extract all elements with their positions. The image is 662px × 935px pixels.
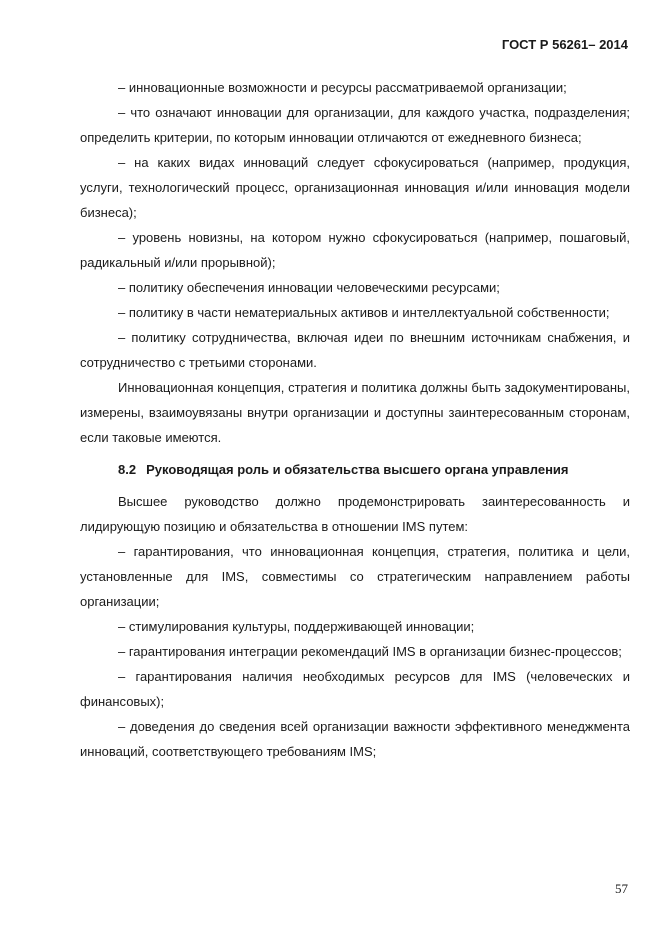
list-item: – политику в части нематериальных активов и интеллектуальной собственности; xyxy=(118,305,610,320)
page-body xyxy=(80,75,630,764)
document-header: ГОСТ Р 56261– 2014 xyxy=(501,37,628,52)
section-number: 8.2 xyxy=(118,462,137,477)
section-heading xyxy=(80,457,630,482)
list-item: – политику обеспечения инновации человеческими ресурсами; xyxy=(118,280,500,295)
body-paragraph: Высшее руководство должно продемонстрировать заинтересованность и лидирующую позицию и обязательства в отношении IMS путем: xyxy=(80,494,630,534)
list-item: – стимулирования культуры, поддерживающей инновации; xyxy=(118,619,475,634)
list-item: – инновационные возможности и ресурсы рассматриваемой организации; xyxy=(118,80,567,95)
list-item: – на каких видах инноваций следует сфокусироваться (например, продукция, услуги, технологический процесс, организационная инновация и/или инновация модели бизнеса); xyxy=(80,155,630,220)
list-item: – доведения до сведения всей организации важности эффективного менеджмента инноваций, соответствующего требованиям IMS; xyxy=(80,719,630,759)
list-item: – что означают инновации для организации, для каждого участка, подразделения; определить критерии, по которым инновации отличаются от ежедневного бизнеса; xyxy=(80,105,630,145)
list-item: – гарантирования интеграции рекомендаций IMS в организации бизнес-процессов; xyxy=(118,644,622,659)
page-number: 57 xyxy=(615,881,628,896)
list-item: – политику сотрудничества, включая идеи по внешним источникам снабжения, и сотрудничество с третьими сторонами. xyxy=(80,330,630,370)
list-item: – уровень новизны, на котором нужно сфокусироваться (например, пошаговый, радикальный и/или прорывной); xyxy=(80,230,630,270)
list-item: – гарантирования, что инновационная концепция, стратегия, политика и цели, установленные для IMS, совместимы со стратегическим направлением работы организации; xyxy=(80,544,630,609)
section-title: Руководящая роль и обязательства высшего органа управления xyxy=(146,462,569,477)
list-item: – гарантирования наличия необходимых ресурсов для IMS (человеческих и финансовых); xyxy=(80,669,630,709)
body-paragraph: Инновационная концепция, стратегия и политика должны быть задокументированы, измерены, взаимоувязаны внутри организации и доступны заинтересованным сторонам, если таковые имеются. xyxy=(80,380,630,445)
